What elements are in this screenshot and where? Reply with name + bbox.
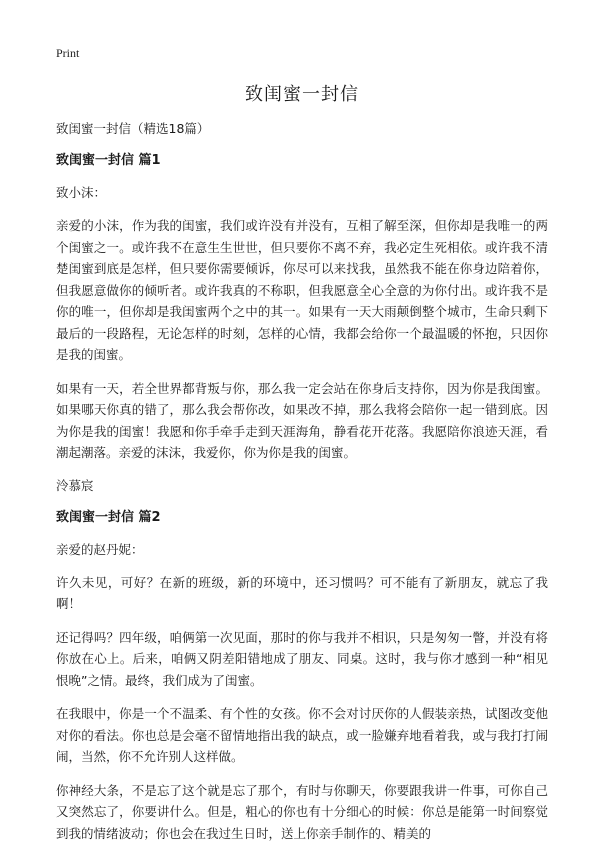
document-subtitle: 致闺蜜一封信（精选18篇）: [56, 121, 210, 136]
letter-paragraph: 你神经大条，不是忘了这个就是忘了那个，有时与你聊天，你要跟我讲一件事，可你自己又突然忘了，你要讲什么。但是，粗心的你也有十分细心的时候：你总是能第一时间察觉到我的情绪波动；你也会在我过生日时，送上你亲手制作的、精美的: [56, 782, 548, 841]
letter-paragraph: 许久未见，可好？在新的班级，新的环境中，还习惯吗？可不能有了新朋友，就忘了我啊！: [56, 574, 548, 611]
letter-greeting-2: 亲爱的赵丹妮：: [56, 541, 144, 557]
print-link[interactable]: Print: [56, 46, 80, 60]
page-title: 致闺蜜一封信: [245, 84, 359, 105]
letter-greeting-1: 致小沫：: [56, 185, 107, 200]
document-body: [56, 119, 548, 856]
letter-paragraph: 在我眼中，你是一个不温柔、有个性的女孩。你不会对讨厌你的人假装亲热，试图改变他对你的看法。你也总是会毫不留情地指出我的缺点，或一脸嫌弃地看着我，或与我打打闹闹，当然，你不允许别人这样做。: [56, 706, 548, 764]
section-heading-1: 致闺蜜一封信 篇1: [56, 153, 161, 168]
letter-paragraph: 还记得吗？四年级，咱俩第一次见面，那时的你与我并不相识，只是匆匆一瞥，并没有将你放在心上。后来，咱俩又阴差阳错地成了朋友、同桌。这时，我与你才感到一种“相见恨晚”之情。最终，我们成为了闺蜜。: [56, 629, 548, 688]
section-heading-2: 致闺蜜一封信 篇2: [56, 509, 161, 525]
letter-paragraph: 亲爱的小沫，作为我的闺蜜，我们或许没有并没有，互相了解至深，但你却是我唯一的两个闺蜜之一。或许我不在意生生世世，但只要你不离不弃，我必定生死相依。或许我不清楚闺蜜到底是怎样，但只要你需要倾诉，你尽可以来找我，虽然我不能在你身边陪着你，但我愿意做你的倾听者。或许我真的不称职，但我愿意全心全意的为你付出。或许我不是你的唯一，但你却是我闺蜜两个之中的其一。如果有一天大雨颠倒整个城市，生命只剩下最后的一段路程，无论怎样的时刻，怎样的心情，我都会给你一个最温暖的怀抱，只因你是我的闺蜜。: [56, 218, 548, 362]
letter-paragraph: 如果有一天，若全世界都背叛与你，那么我一定会站在你身后支持你，因为你是我闺蜜。如果哪天你真的错了，那么我会帮你改，如果改不掉，那么我将会陪你一起一错到底。因为你是我的闺蜜！我愿和你手牵手走到天涯海角，静看花开花落。我愿陪你浪迹天涯，看潮起潮落。亲爱的沫沫，我爱你，你为你是我的闺蜜。: [56, 380, 548, 460]
letter-signature-1: 泠慕宸: [56, 477, 94, 493]
